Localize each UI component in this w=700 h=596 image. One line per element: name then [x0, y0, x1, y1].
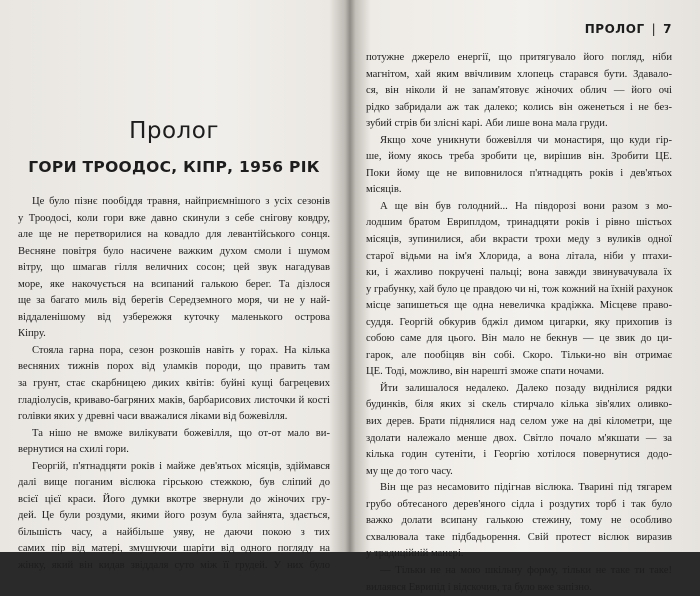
text-line: вернутися на схилі гори. — [18, 442, 330, 459]
page-number: 7 — [663, 22, 672, 36]
text-line: дей. Це були роздуми, якими його розум була зайнята, здається, — [18, 508, 330, 525]
text-line: гарок, але пообіцяв він собі. Скоро. Тільки-но він отримає — [366, 348, 672, 365]
text-line: кілька годин сутеніти, і Георгію хотілося повернутися додо- — [366, 447, 672, 464]
left-page — [0, 0, 348, 552]
text-line: самих пір від матері, змушуючи шаріти від одного погляду на — [18, 541, 330, 558]
text-line: Георгій, п'ятнадцяти років і майже дев'ятьох місяців, здіймався — [18, 459, 330, 476]
text-line: далі вище поганим віслюка гірською стежкою, був сліпий до — [18, 475, 330, 492]
text-line: суддя. Георгій обкурив бджіл димом цигарки, яку прихопив із — [366, 315, 672, 332]
text-line: Весняне повітря було насичене важким духом смоли і шумом — [18, 244, 330, 261]
text-line: жінку, який він кидав звіддаля суто між її грудей. У них було — [18, 558, 330, 575]
text-line: місяців, зупинилися, аби вкрасти трохи меду з вуликів одної — [366, 232, 672, 249]
text-line: будинків, біля яких зі скель стирчало кілька зів'ялих оливко- — [366, 397, 672, 414]
text-line: ки, і жахливо покручені пальці; вона завжди звинувачувала їх — [366, 265, 672, 282]
text-line: більшість часу, а найбільше уяву, не даючи покою з тих — [18, 525, 330, 542]
text-line: вих дерев. Брати піднялися над селом уже на дві кілометри, ще — [366, 414, 672, 431]
text-line: Це було пізнє пообіддя травня, найприємнішого з усіх сезонів — [18, 194, 330, 211]
text-line: гладіолусів, криваво-багряних маків, барбарисових листочки й кості — [18, 393, 330, 410]
text-line: схвалювала таке підбадьорення. Свій протест віслюк виразив — [366, 530, 672, 547]
running-head-separator: | — [652, 22, 657, 36]
text-line: за грунт, стає скарбницею диких квітів: буйні кущі багрецевих — [18, 376, 330, 393]
chapter-title: Пролог — [0, 118, 348, 144]
text-line: ся, він ніколи й не запам'ятовує жіночих облич — його очі — [366, 83, 672, 100]
text-line: ЦЕ. Тоді, можливо, він нарешті зможе спати ночами. — [366, 364, 672, 381]
text-line: собою саме для цього. Він мало не бекнув — це звик до ци- — [366, 331, 672, 348]
text-line: А ще він був голодний... На півдорозі вони разом з мо- — [366, 199, 672, 216]
text-line: потужне джерело енергії, що притягувало його погляд, ніби — [366, 50, 672, 67]
right-body-text — [366, 50, 672, 596]
text-line: ще за багато миль від берегів Середземного моря, чи не у най- — [18, 293, 330, 310]
text-line: у Троодосі, коли гори вже давно скинули з себе снігову ковдру, — [18, 211, 330, 228]
chapter-subtitle: ГОРИ ТРООДОС, КІПР, 1956 РІК — [0, 158, 348, 176]
text-line: Та нішо не вможе вилікувати божевілля, що от-от мало ви- — [18, 426, 330, 443]
text-line: вітру, що шмагав гілля величних сосон; цей звук нагадував — [18, 260, 330, 277]
text-line: му ще до того часу. — [366, 464, 672, 481]
text-line: всієї цієї краси. Його думки вкотре звернули до жіночих гру- — [18, 492, 330, 509]
text-line: лодшим братом Евриплдом, тринадцяти років і рівно шістьох — [366, 215, 672, 232]
text-line: старої відьми на ім'я Хлорида, а вона літала, ніби у птахи- — [366, 249, 672, 266]
text-line: Якщо хоче уникнути божевілля чи монастиря, що куди гір- — [366, 133, 672, 150]
text-line: у традиційній манері. — [366, 546, 672, 563]
text-line: ше, йому якось треба зробити це, вирішив він. Зробити ЦЕ. — [366, 149, 672, 166]
text-line: море, яке накочується на всипаний галькою берег. Та дізлося — [18, 277, 330, 294]
text-line: рідко забридали аж так далеко; колись він оженеться і не без- — [366, 100, 672, 117]
text-line: Стояла гарна пора, сезон розкошів навіть у горах. На кілька — [18, 343, 330, 360]
text-line: магнітом, хай яким ввічливим хлопець старався бути. Здавало- — [366, 67, 672, 84]
text-line: Кіпру. — [18, 326, 330, 343]
text-line: Йти залишалося недалеко. Далеко позаду виднілися рядки — [366, 381, 672, 398]
text-line: голівки яких у древні часи вважалися ліками від божевілля. — [18, 409, 330, 426]
text-line: зубий стрів би злісні карі. Аби лише вона мала груди. — [366, 116, 672, 133]
running-head — [585, 22, 672, 36]
text-line: здолати належало менше двох. Світло почало м'якшати — за — [366, 431, 672, 448]
running-head-title: ПРОЛОГ — [585, 22, 645, 36]
text-line: вилаявся Еврипід і відскочив, та було вже запізно. — [366, 580, 672, 596]
text-line: місяців. — [366, 182, 672, 199]
text-line: місце запишеться ще одна невеличка крадіжка. Місцеве право- — [366, 298, 672, 315]
text-line: — Тільки не на мою шкільну форму, тільки не таке ти таке! — [366, 563, 672, 580]
text-line: у грабунку, хай було це правдою чи ні, тож кожний на їхній рахунок — [366, 282, 672, 299]
left-body-text — [18, 194, 330, 575]
text-line: Він ще раз несамовито підігнав віслюка. Тварині під тягарем — [366, 480, 672, 497]
text-line: Поки йому ще не виповнилося п'ятнадцять років і дев'ятьох — [366, 166, 672, 183]
right-page — [352, 0, 700, 552]
text-line: але ще не перетворилися на ковадло для левантійського сонця. — [18, 227, 330, 244]
text-line: грубо обтесаного дерев'яного сідла і роздутих торб і так було — [366, 497, 672, 514]
text-line: весняних тижнів порох від уламків породи, що править там — [18, 359, 330, 376]
text-line: віддаленішому від узбережжя куточку маленького острова — [18, 310, 330, 327]
text-line: важко долати всипану галькою стежину, тому не особливо — [366, 513, 672, 530]
